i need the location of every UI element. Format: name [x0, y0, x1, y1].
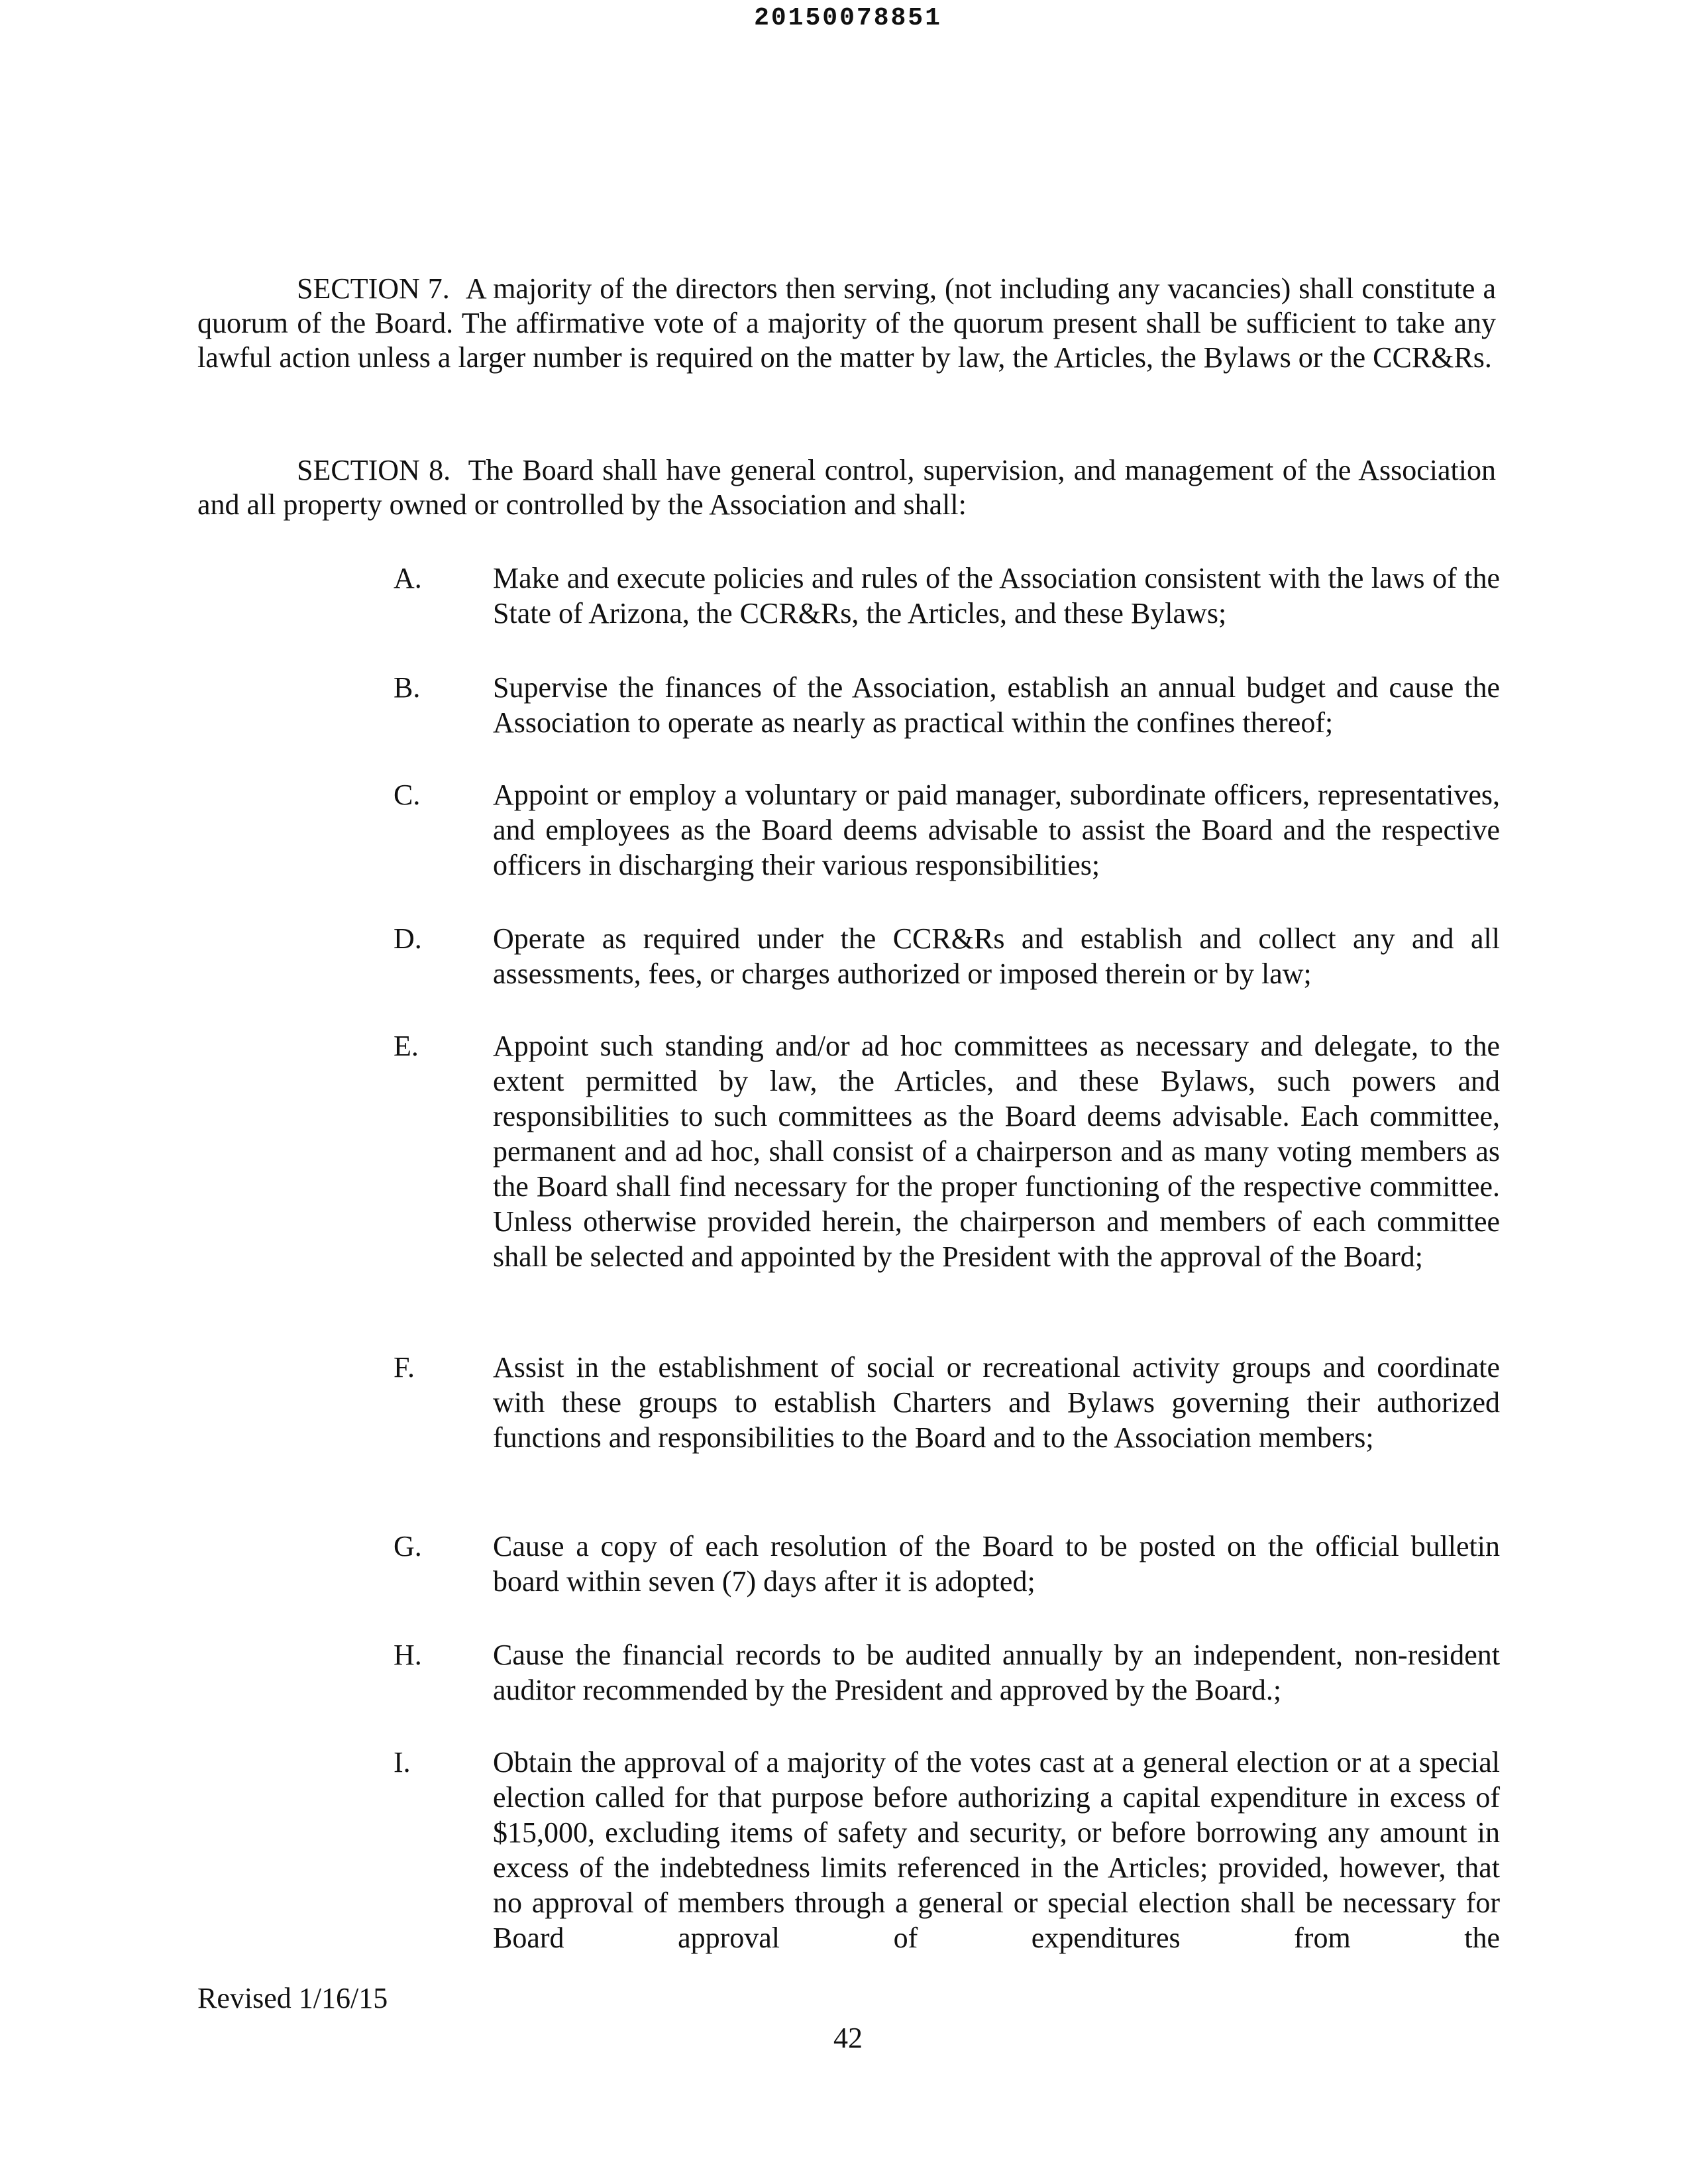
list-item-text: Assist in the establishment of social or recreational activity groups and coordinate with these groups to establish Charters and Bylaws governing their authorized functions and responsibilities to the Board and to the Association members; [493, 1351, 1500, 1454]
list-item-text: Obtain the approval of a majority of the votes cast at a general election or at a special election called for that purpose before authorizing a capital expenditure in excess of $15,000, excluding items of safety and security, or before borrowing any amount in excess of the indebtedness limits referenced in the Articles; provided, however, that no approval of members through a general or special election shall be necessary for Board approval of expenditures from the [493, 1746, 1500, 1954]
list-item-text: Appoint such standing and/or ad hoc committees as necessary and delegate, to the extent permitted by law, the Articles, and these Bylaws, such powers and responsibilities to such committees as the Board deems advisable. Each committee, permanent and ad hoc, shall consist of a chairperson and as many voting members as the Board shall find necessary for the proper functioning of the respective committee. Unless otherwise provided herein, the chairperson and members of each committee shall be selected and appointed by the President with the approval of the Board; [493, 1030, 1500, 1273]
section-7-text: A majority of the directors then serving, (not including any vacancies) shall constitute a quorum of the Board. The affirmative vote of a majority of the quorum present shall be sufficient to take any lawful action unless a larger number is required on the matter by law, the Articles, the Bylaws or the CCR&Rs. [197, 272, 1496, 374]
list-item-b [394, 670, 1500, 740]
document-number: 20150078851 [754, 4, 942, 32]
list-item-letter: A. [394, 562, 422, 594]
list-item-text: Supervise the finances of the Association, establish an annual budget and cause the Association to operate as nearly as practical within the confines thereof; [493, 671, 1500, 739]
list-item-g [394, 1529, 1500, 1599]
section-8-label: SECTION 8. [297, 454, 451, 486]
section-8-text: The Board shall have general control, supervision, and management of the Association and all property owned or controlled by the Association and shall: [197, 454, 1497, 521]
section-7 [197, 272, 1496, 375]
list-item-letter: B. [394, 671, 421, 704]
section-7-label: SECTION 7. [297, 272, 450, 305]
list-item-text: Cause a copy of each resolution of the Board to be posted on the official bulletin board within seven (7) days after it is adopted; [493, 1530, 1500, 1598]
list-item-e [394, 1028, 1500, 1274]
list-item-letter: F. [394, 1351, 415, 1384]
list-item-f [394, 1350, 1500, 1455]
list-item-letter: E. [394, 1030, 419, 1062]
list-item-i [394, 1745, 1500, 1955]
list-item-a [394, 561, 1500, 631]
revision-date: Revised 1/16/15 [197, 1982, 388, 2014]
list-item-text: Appoint or employ a voluntary or paid manager, subordinate officers, representatives, and employees as the Board deems advisable to assist the Board and the respective officers in discharging their various responsibilities; [493, 779, 1500, 881]
list-item-letter: D. [394, 922, 422, 955]
list-item-d [394, 921, 1500, 991]
list-item-letter: G. [394, 1530, 422, 1562]
list-item-letter: I. [394, 1746, 411, 1778]
list-item-letter: H. [394, 1639, 422, 1671]
list-item-letter: C. [394, 779, 421, 811]
list-item-h [394, 1637, 1500, 1708]
page-number: 42 [833, 2022, 863, 2054]
section-8 [197, 453, 1496, 522]
list-item-text: Operate as required under the CCR&Rs and establish and collect any and all assessments, fees, or charges authorized or imposed therein or by law; [493, 922, 1500, 990]
list-item-text: Make and execute policies and rules of the Association consistent with the laws of the State of Arizona, the CCR&Rs, the Articles, and these Bylaws; [493, 562, 1500, 629]
list-item-text: Cause the financial records to be audited annually by an independent, non-resident auditor recommended by the President and approved by the Board.; [493, 1639, 1500, 1706]
list-item-c [394, 777, 1500, 883]
